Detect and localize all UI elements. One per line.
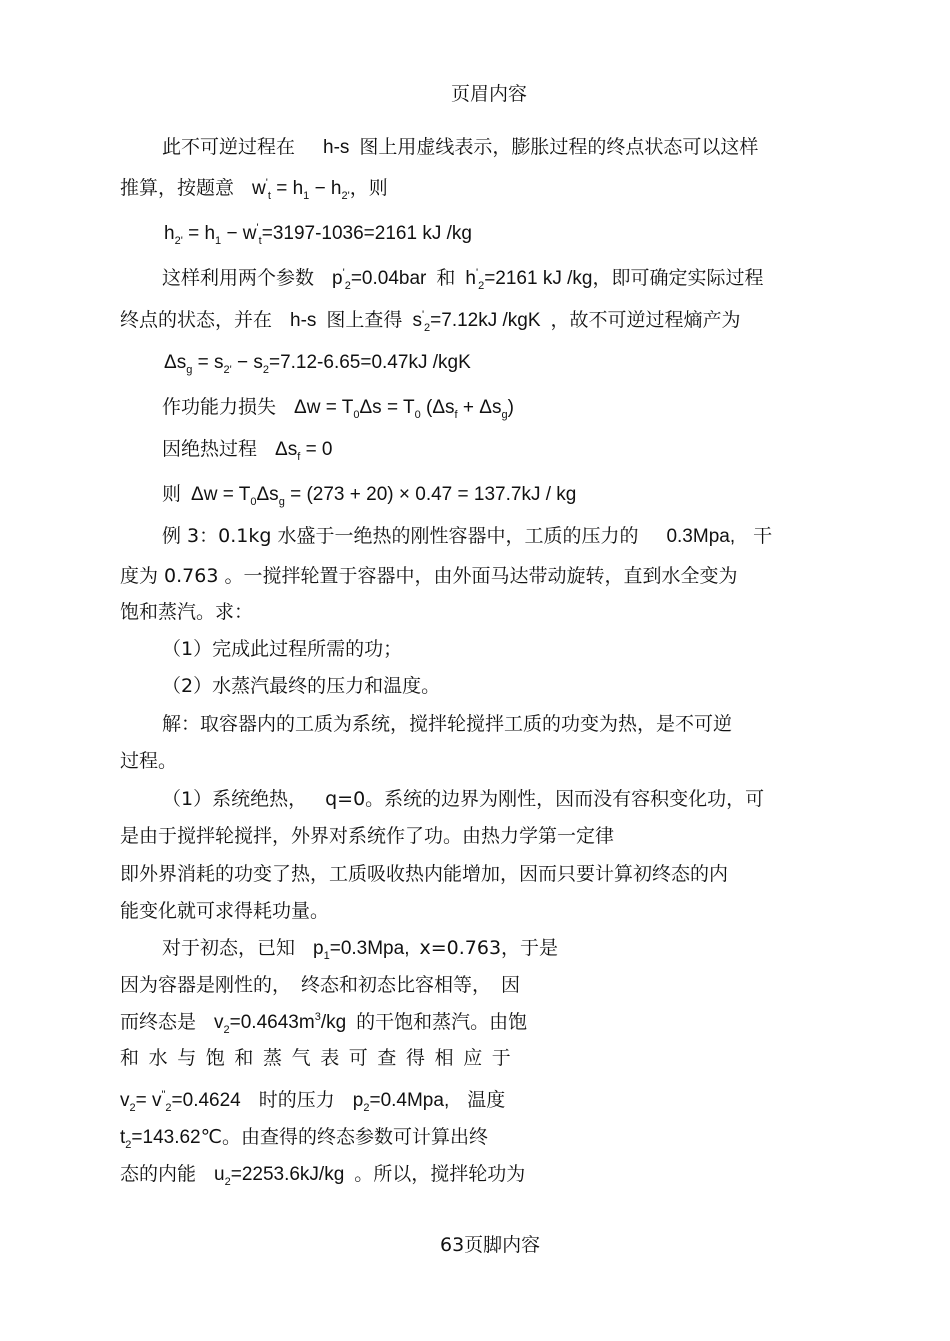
text-line-24: 和水与饱和蒸气表可查得相应于	[120, 1047, 521, 1069]
text-line-23	[120, 1009, 527, 1035]
text-fragment: ，故不可逆过程熵产为	[550, 309, 741, 331]
text-line-17	[162, 786, 764, 812]
formula-u2: $u_2=2253.6kJ/kg$	[214, 1164, 345, 1188]
text-fragment: 干	[753, 525, 773, 547]
formula-v2-sat: $v_2= v^"_2=0.4624$	[120, 1089, 241, 1114]
text-line-21	[162, 935, 558, 961]
text-fragment: 这样利用两个参数	[162, 267, 315, 289]
text-fragment: 图上查得	[326, 309, 403, 331]
text-line-19: 即外界消耗的功变了热，工质吸收热内能增加，因而只要计算初终态的内	[120, 863, 729, 885]
text-line-13: （1）完成此过程所需的功；	[162, 638, 403, 660]
formula-work-loss: $\Delta w = T_0\Delta s = T_0$ $(\Delta s_f + \Delta s_g)$	[294, 397, 514, 421]
text-line-8	[162, 436, 333, 462]
text-fragment: 例 3：0.1kg 水盛于一绝热的刚性容器中，工质的压力的	[162, 525, 639, 547]
text-line-4	[162, 265, 764, 291]
text-line-20: 能变化就可求得耗功量。	[120, 900, 330, 922]
text-fragment: ，即可确定实际过程	[592, 267, 764, 289]
text-line-25	[120, 1087, 505, 1113]
formula-p2: $p'_2=0.04bar$	[332, 267, 427, 292]
formula-line-entropy: $\Delta s_g = s_{2'} - s_2=7.12-6.65=0.47kJ$ /kgK	[164, 352, 471, 376]
page-header: 页眉内容	[451, 83, 528, 105]
text-fragment: 因绝热过程	[162, 438, 258, 460]
text-fragment: 对于初态，已知	[162, 937, 296, 959]
text-fragment: 由查得的终态参数可计算出终	[240, 1126, 488, 1148]
formula-p1: $p_1=0.3Mpa$,	[313, 938, 410, 962]
text-fragment: 此不可逆过程在	[162, 136, 296, 158]
text-line-9	[162, 481, 576, 507]
text-fragment: x=0.763，于是	[419, 937, 559, 959]
text-line-2	[120, 175, 388, 201]
text-fragment: 终点的状态，并在	[120, 309, 273, 331]
text-fragment: 态的内能	[120, 1163, 197, 1185]
text-fragment: ，则	[349, 177, 388, 199]
diagram-name: h-s	[323, 137, 350, 158]
text-line-22	[120, 972, 520, 998]
text-line-14: （2）水蒸汽最终的压力和温度。	[162, 675, 441, 697]
formula-line-h2: $h_{2'} = h_1 - w'_t=3197-1036=2161$ kJ /kg	[164, 222, 472, 247]
formula-p2: $p_2=0.4Mpa$,	[352, 1090, 450, 1114]
text-fragment: 因	[501, 974, 521, 996]
text-line-10	[162, 523, 772, 549]
text-line-12: 饱和蒸汽。求：	[120, 601, 254, 623]
page-footer: 63页脚内容	[440, 1234, 541, 1256]
text-fragment: 时的压力	[258, 1089, 335, 1111]
text-fragment: 图上用虚线表示，膨胀过程的终点状态可以这样	[359, 136, 759, 158]
formula-h2: $h'_2=2161$ kJ /kg	[465, 267, 593, 292]
text-line-1	[162, 134, 758, 160]
text-fragment: 和	[436, 267, 456, 289]
text-fragment: 。所以，搅拌轮功为	[354, 1163, 526, 1185]
formula-work-result: $\Delta w = T_0\Delta s_g = (273 + 20) \times 0.47 = 137.7kJ$ / kg	[191, 484, 577, 508]
text-line-15: 解：取容器内的工质为系统，搅拌轮搅拌工质的功变为热，是不可逆	[162, 713, 733, 735]
text-fragment: 终态和初态比容相等，	[301, 974, 492, 996]
formula-sf: $\Delta s_f = 0$	[275, 439, 333, 463]
text-line-11: 度为 0.763 。一搅拌轮置于容器中，由外面马达带动旋转，直到水全变为	[120, 565, 738, 587]
text-line-26	[120, 1124, 488, 1150]
text-fragment: q=0。系统的边界为刚性，因而没有容积变化功，可	[325, 788, 765, 810]
formula-t2: $t_2=143.62℃$。	[120, 1127, 241, 1151]
formula-wt: $w'_t = h_1 - h_{2'}$	[252, 177, 350, 202]
formula-v2: $v_2=0.4643m^3/kg$	[214, 1011, 347, 1036]
text-line-27	[120, 1161, 525, 1187]
text-fragment: 的干饱和蒸汽。由饱	[356, 1011, 528, 1033]
text-line-7	[162, 394, 514, 420]
text-line-16: 过程。	[120, 750, 178, 772]
text-fragment: 而终态是	[120, 1011, 197, 1033]
text-line-18: 是由于搅拌轮搅拌，外界对系统作了功。由热力学第一定律	[120, 825, 615, 847]
diagram-name: h-s	[290, 310, 317, 331]
formula-s2: $s'_2=7.12kJ$ /kgK	[412, 309, 541, 334]
text-line-5	[120, 307, 741, 333]
text-fragment: 作功能力损失	[162, 396, 277, 418]
text-fragment: 则	[162, 483, 182, 505]
text-fragment: 温度	[467, 1089, 506, 1111]
text-fragment: 因为容器是刚性的，	[120, 974, 292, 996]
text-fragment: （1）系统绝热，	[162, 788, 308, 810]
pressure-value: 0.3Mpa,	[666, 526, 736, 547]
text-fragment: 推算，按题意	[120, 177, 235, 199]
